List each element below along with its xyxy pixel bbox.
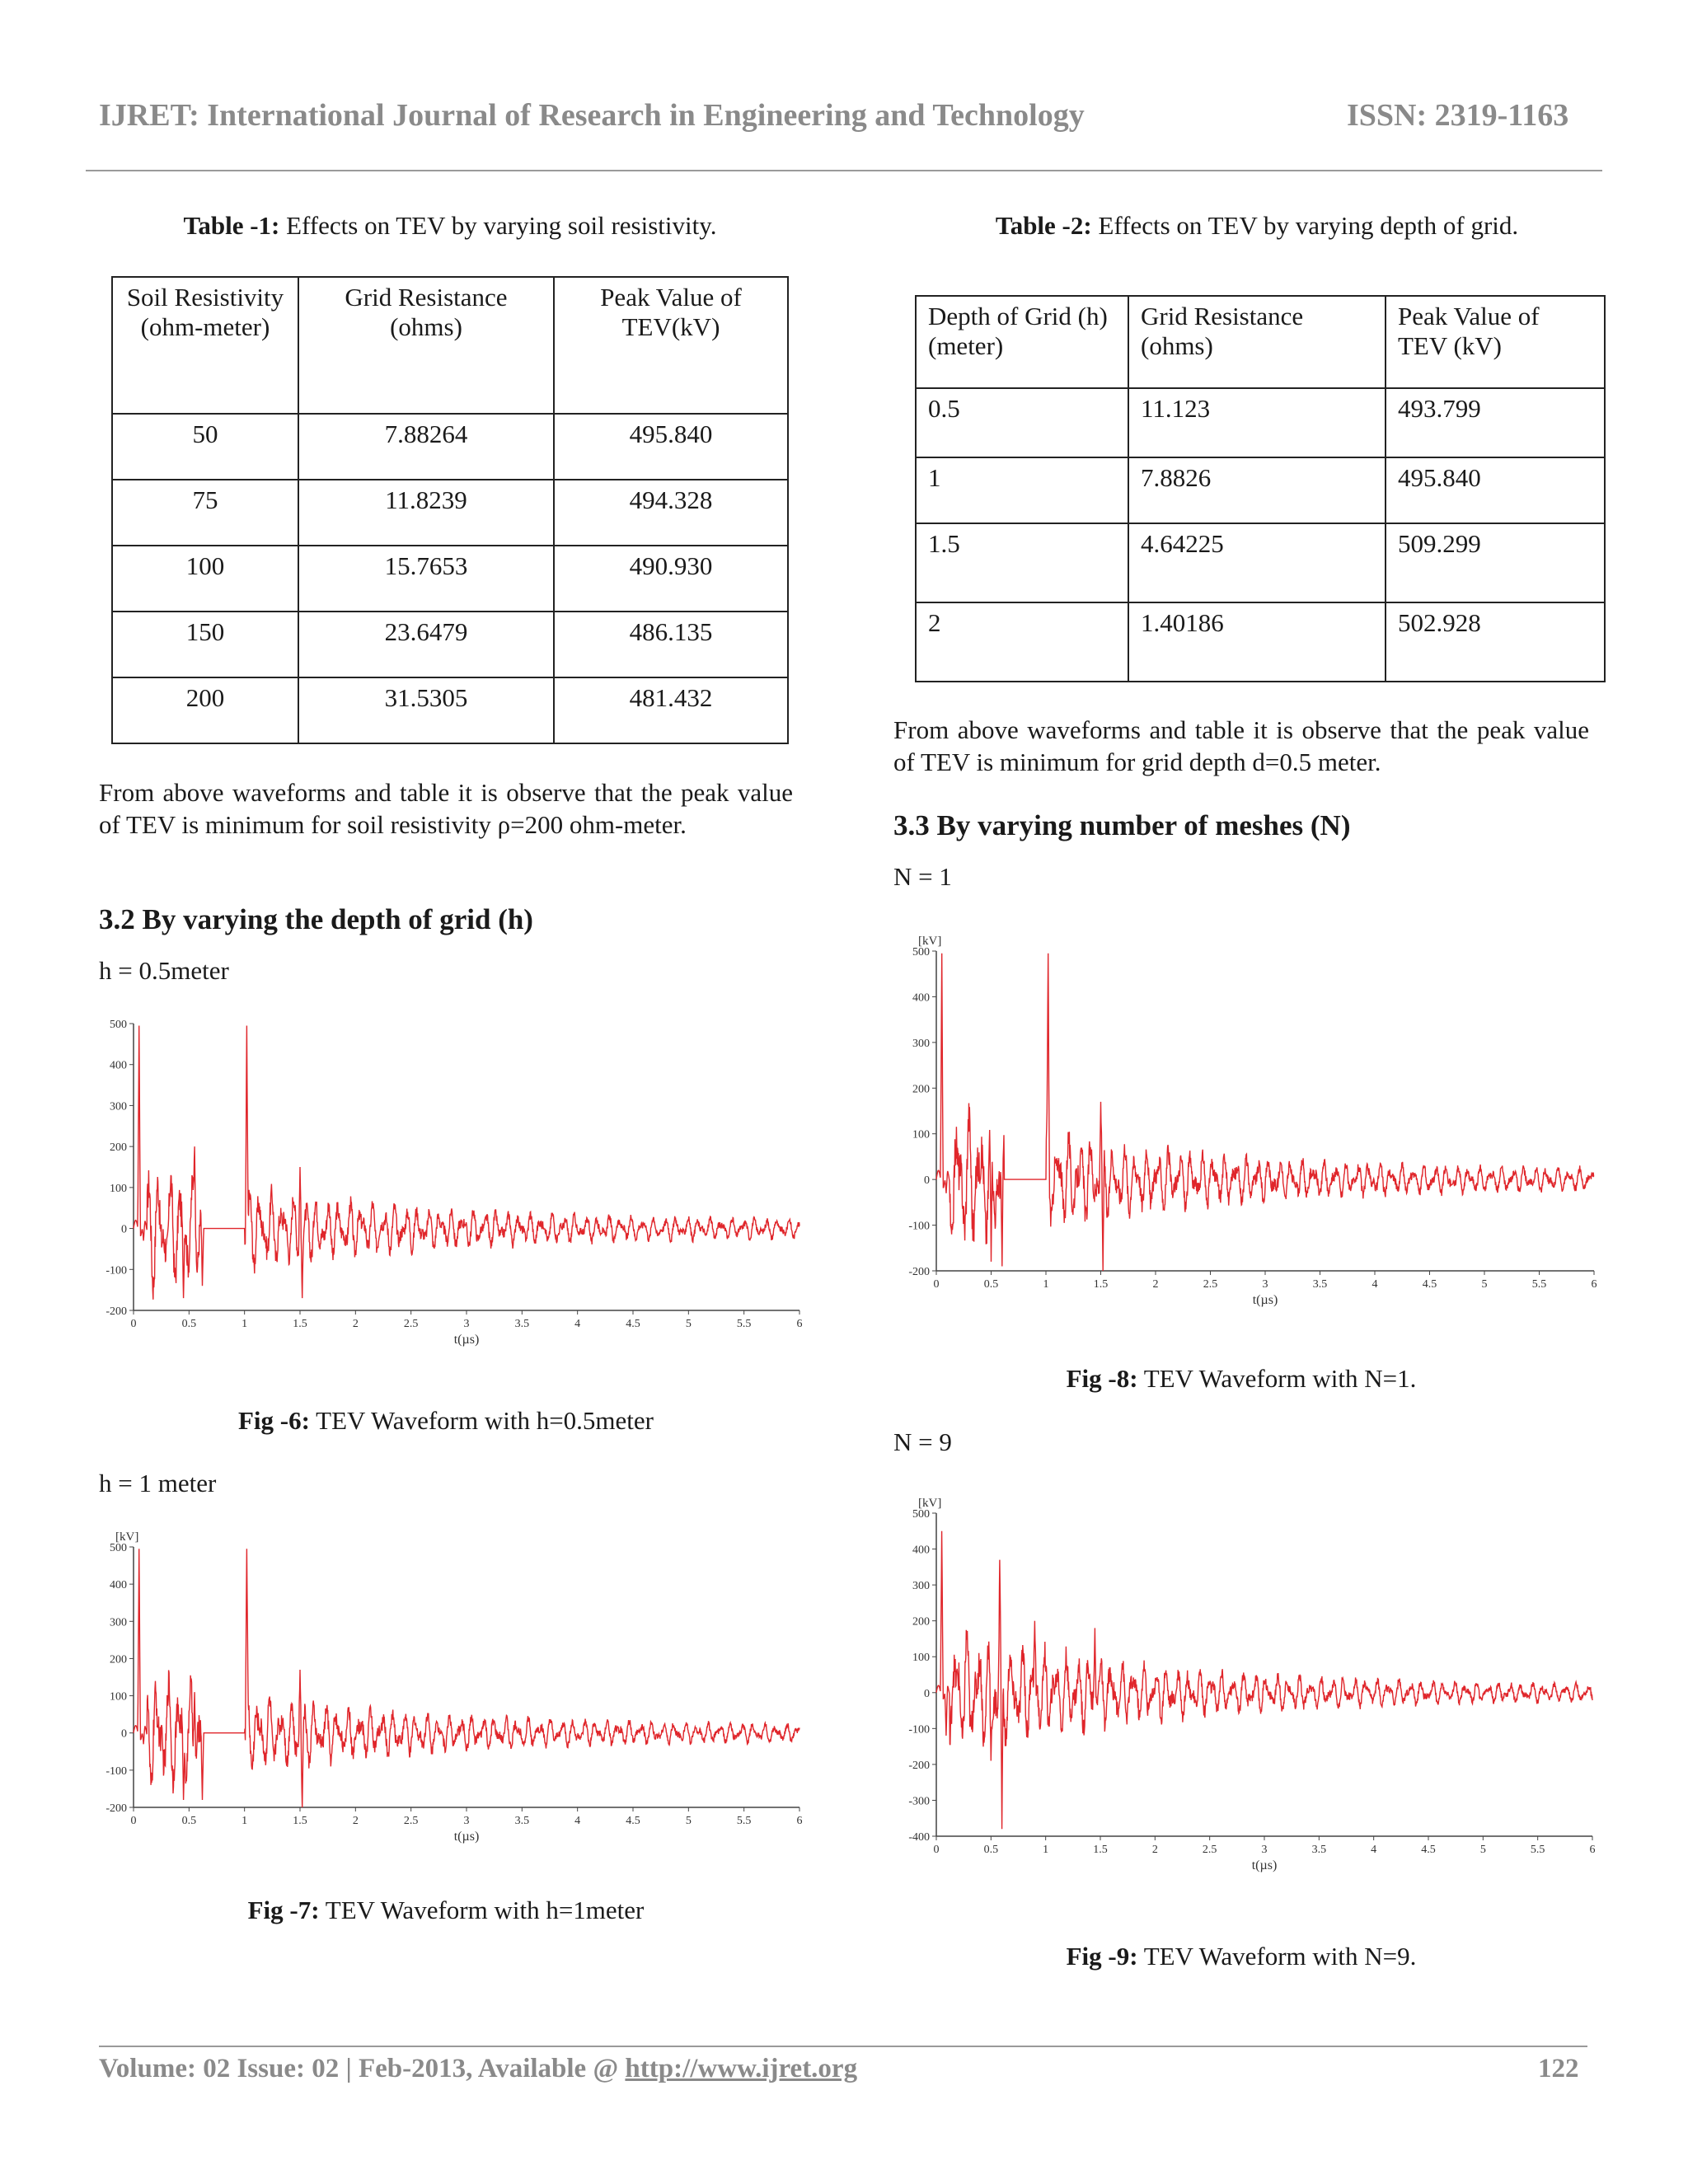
x-tick-label: 1.5 bbox=[293, 1318, 307, 1330]
y-tick-label: 300 bbox=[110, 1100, 127, 1113]
y-tick-label: -200 bbox=[908, 1266, 930, 1278]
y-tick-label: 500 bbox=[110, 1019, 127, 1031]
x-tick-label: 0 bbox=[130, 1318, 137, 1330]
y-tick-label: 200 bbox=[110, 1653, 127, 1666]
x-tick-label: 1.5 bbox=[1093, 1844, 1108, 1856]
x-tick-label: 3 bbox=[463, 1318, 470, 1330]
table-cell: 486.135 bbox=[554, 612, 788, 677]
y-tick-label: -400 bbox=[908, 1831, 930, 1844]
x-tick-label: 6 bbox=[796, 1815, 803, 1827]
x-tick-label: 2.5 bbox=[403, 1318, 419, 1330]
fig6-svg bbox=[82, 1014, 808, 1368]
table-header-cell: Peak Value of TEV(kV) bbox=[554, 277, 788, 414]
table2-caption-bold: Table -2: bbox=[995, 211, 1092, 240]
table-row bbox=[112, 677, 788, 743]
y-tick-label: -300 bbox=[908, 1795, 930, 1808]
table1-caption-bold: Table -1: bbox=[183, 211, 280, 240]
table-row bbox=[916, 523, 1605, 602]
table-header-row bbox=[112, 277, 788, 414]
x-tick-label: 2 bbox=[352, 1815, 359, 1827]
journal-title: IJRET: International Journal of Research in Engineering and Technology bbox=[99, 98, 1085, 133]
fig8-caption bbox=[893, 1364, 1589, 1394]
table-cell: 1 bbox=[916, 457, 1128, 523]
x-tick-label: 0.5 bbox=[983, 1278, 999, 1291]
footer-text bbox=[99, 2054, 857, 2084]
x-tick-label: 5 bbox=[1479, 1844, 1486, 1856]
waveform-series bbox=[134, 1549, 799, 1807]
x-tick-label: 1.5 bbox=[1093, 1278, 1109, 1291]
y-tick-label: -100 bbox=[908, 1220, 930, 1233]
table-cell: 502.928 bbox=[1386, 602, 1605, 682]
table-cell: 509.299 bbox=[1386, 523, 1605, 602]
table-cell: 490.930 bbox=[554, 546, 788, 612]
fig6-caption-bold: Fig -6: bbox=[238, 1406, 310, 1435]
y-tick-label: 500 bbox=[912, 946, 930, 958]
x-tick-label: 0 bbox=[933, 1844, 940, 1856]
table-row bbox=[916, 388, 1605, 457]
footer-volume: Volume: 02 Issue: 02 | Feb-2013, Available @ bbox=[99, 2054, 626, 2083]
x-tick-label: 6 bbox=[796, 1318, 803, 1330]
waveform-series bbox=[134, 1026, 799, 1300]
fig7-svg bbox=[82, 1521, 808, 1867]
table-cell: 7.8826 bbox=[1128, 457, 1386, 523]
table-row bbox=[112, 414, 788, 480]
y-axis-label: [kV] bbox=[115, 1530, 139, 1544]
x-tick-label: 3.5 bbox=[1311, 1844, 1327, 1856]
y-tick-label: 300 bbox=[110, 1616, 127, 1629]
fig9-chart bbox=[885, 1483, 1602, 1912]
table-row bbox=[112, 480, 788, 546]
label-n9: N = 9 bbox=[893, 1427, 952, 1456]
table-cell: 495.840 bbox=[1386, 457, 1605, 523]
section-heading-3-2: 3.2 By varying the depth of grid (h) bbox=[99, 903, 533, 935]
y-tick-label: 100 bbox=[110, 1690, 127, 1704]
y-tick-label: 400 bbox=[110, 1059, 127, 1072]
table-cell: 50 bbox=[112, 414, 298, 480]
x-tick-label: 2.5 bbox=[403, 1815, 419, 1827]
y-tick-label: 400 bbox=[912, 1544, 930, 1557]
table-cell: 100 bbox=[112, 546, 298, 612]
x-tick-label: 5 bbox=[685, 1815, 692, 1827]
table-cell: 200 bbox=[112, 677, 298, 743]
x-tick-label: 2.5 bbox=[1202, 1844, 1217, 1856]
right-paragraph: From above waveforms and table it is observe that the peak value of TEV is minimum for grid depth d=0.5 meter. bbox=[893, 715, 1589, 776]
x-tick-label: 2 bbox=[1152, 1278, 1159, 1291]
left-paragraph: From above waveforms and table it is observe that the peak value of TEV is minimum for soil resistivity ρ=200 ohm-meter. bbox=[99, 778, 793, 839]
table-cell: 0.5 bbox=[916, 388, 1128, 457]
fig8-svg bbox=[885, 921, 1602, 1342]
y-tick-label: 400 bbox=[110, 1579, 127, 1592]
footer-link[interactable]: http://www.ijret.org bbox=[625, 2054, 858, 2083]
x-tick-label: 5 bbox=[1481, 1278, 1488, 1291]
y-tick-label: -200 bbox=[106, 1802, 127, 1815]
x-tick-label: 4.5 bbox=[626, 1318, 640, 1330]
y-tick-label: 100 bbox=[912, 1128, 930, 1141]
table-cell: 495.840 bbox=[554, 414, 788, 480]
section-heading-3-3: 3.3 By varying number of meshes (N) bbox=[893, 809, 1351, 841]
y-tick-label: 0 bbox=[121, 1223, 127, 1236]
fig7-chart bbox=[82, 1521, 808, 1867]
table-cell: 1.40186 bbox=[1128, 602, 1386, 682]
fig6-caption-text: TEV Waveform with h=0.5meter bbox=[309, 1406, 654, 1435]
table-cell: 31.5305 bbox=[298, 677, 554, 743]
table2 bbox=[915, 295, 1606, 682]
y-tick-label: -100 bbox=[106, 1765, 127, 1778]
table-cell: 7.88264 bbox=[298, 414, 554, 480]
y-tick-label: -200 bbox=[106, 1305, 127, 1318]
x-tick-label: 0 bbox=[933, 1278, 940, 1291]
y-tick-label: 0 bbox=[924, 1174, 930, 1188]
fig9-caption-bold: Fig -9: bbox=[1066, 1942, 1138, 1971]
x-tick-label: 0.5 bbox=[181, 1815, 197, 1827]
table-row bbox=[112, 612, 788, 677]
x-tick-label: 0.5 bbox=[983, 1844, 999, 1856]
label-h05: h = 0.5meter bbox=[99, 956, 229, 985]
x-tick-label: 1 bbox=[241, 1318, 248, 1330]
y-tick-label: -100 bbox=[106, 1264, 127, 1277]
x-tick-label: 3.5 bbox=[1312, 1278, 1328, 1291]
x-tick-label: 5.5 bbox=[736, 1318, 752, 1330]
waveform-series bbox=[936, 1531, 1592, 1830]
x-tick-label: 4 bbox=[574, 1318, 581, 1330]
x-tick-label: 1.5 bbox=[293, 1815, 307, 1827]
label-h1: h = 1 meter bbox=[99, 1469, 217, 1497]
x-tick-label: 1 bbox=[1043, 1278, 1049, 1291]
y-axis-label: [kV] bbox=[918, 1497, 942, 1510]
x-tick-label: 5.5 bbox=[1531, 1278, 1547, 1291]
y-tick-label: -100 bbox=[908, 1723, 930, 1736]
y-tick-label: 400 bbox=[912, 991, 930, 1005]
y-tick-label: 300 bbox=[912, 1580, 930, 1593]
x-tick-label: 3 bbox=[1262, 1278, 1268, 1291]
fig6-chart bbox=[82, 1014, 808, 1368]
x-tick-label: 3 bbox=[1261, 1844, 1268, 1856]
x-tick-label: 1 bbox=[1043, 1844, 1049, 1856]
table-cell: 481.432 bbox=[554, 677, 788, 743]
page-number: 122 bbox=[1538, 2054, 1579, 2083]
x-tick-label: 1 bbox=[241, 1815, 248, 1827]
y-tick-label: -200 bbox=[908, 1759, 930, 1772]
x-tick-label: 6 bbox=[1591, 1278, 1597, 1291]
x-tick-label: 5 bbox=[685, 1318, 692, 1330]
table-cell: 11.123 bbox=[1128, 388, 1386, 457]
x-tick-label: 4.5 bbox=[1421, 1844, 1436, 1856]
table-cell: 75 bbox=[112, 480, 298, 546]
x-tick-label: 4 bbox=[574, 1815, 581, 1827]
table2-caption bbox=[915, 211, 1599, 241]
y-axis-label: [kV] bbox=[918, 935, 942, 948]
x-tick-label: 3.5 bbox=[514, 1318, 530, 1330]
table-cell: 23.6479 bbox=[298, 612, 554, 677]
y-tick-label: 0 bbox=[121, 1727, 127, 1741]
y-tick-label: 100 bbox=[912, 1652, 930, 1665]
table-cell: 2 bbox=[916, 602, 1128, 682]
x-tick-label: 2 bbox=[352, 1318, 359, 1330]
table2-caption-text: Effects on TEV by varying depth of grid. bbox=[1091, 211, 1519, 240]
y-tick-label: 0 bbox=[924, 1687, 930, 1700]
x-tick-label: 2.5 bbox=[1203, 1278, 1218, 1291]
fig9-caption-text: TEV Waveform with N=9. bbox=[1137, 1942, 1417, 1971]
y-tick-label: 200 bbox=[912, 1083, 930, 1096]
x-axis-label: t(µs) bbox=[1251, 1858, 1278, 1872]
x-tick-label: 3 bbox=[463, 1815, 470, 1827]
x-tick-label: 4.5 bbox=[1422, 1278, 1437, 1291]
table-header-row bbox=[916, 296, 1605, 388]
y-tick-label: 300 bbox=[912, 1037, 930, 1050]
x-axis-label: t(µs) bbox=[453, 1830, 480, 1844]
table-row bbox=[112, 546, 788, 612]
y-tick-label: 200 bbox=[110, 1141, 127, 1155]
table-header-cell: Peak Value of TEV (kV) bbox=[1386, 296, 1605, 388]
table-row bbox=[916, 602, 1605, 682]
label-n1: N = 1 bbox=[893, 862, 952, 891]
y-tick-label: 500 bbox=[110, 1542, 127, 1554]
table-row bbox=[916, 457, 1605, 523]
table-header-cell: Grid Resistance (ohms) bbox=[1128, 296, 1386, 388]
fig8-chart bbox=[885, 921, 1602, 1342]
fig6-caption bbox=[99, 1406, 793, 1436]
x-tick-label: 5.5 bbox=[1530, 1844, 1545, 1856]
table-cell: 150 bbox=[112, 612, 298, 677]
x-axis-label: t(µs) bbox=[1252, 1293, 1278, 1307]
y-tick-label: 200 bbox=[912, 1615, 930, 1629]
fig9-svg bbox=[885, 1483, 1602, 1912]
issn: ISSN: 2319-1163 bbox=[1347, 98, 1569, 133]
fig7-caption-text: TEV Waveform with h=1meter bbox=[319, 1896, 645, 1924]
fig8-caption-bold: Fig -8: bbox=[1066, 1364, 1138, 1393]
table-cell: 11.8239 bbox=[298, 480, 554, 546]
header-rule bbox=[86, 170, 1602, 171]
x-axis-label: t(µs) bbox=[453, 1333, 480, 1347]
table-cell: 1.5 bbox=[916, 523, 1128, 602]
table1-caption bbox=[112, 211, 788, 241]
x-tick-label: 3.5 bbox=[514, 1815, 530, 1827]
x-tick-label: 4 bbox=[1372, 1278, 1378, 1291]
x-tick-label: 6 bbox=[1589, 1844, 1596, 1856]
table1-caption-text: Effects on TEV by varying soil resistivity. bbox=[279, 211, 717, 240]
x-tick-label: 4.5 bbox=[626, 1815, 640, 1827]
x-tick-label: 4 bbox=[1371, 1844, 1377, 1856]
table-cell: 494.328 bbox=[554, 480, 788, 546]
fig7-caption-bold: Fig -7: bbox=[247, 1896, 320, 1924]
fig9-caption bbox=[893, 1942, 1589, 1971]
table-header-cell: Depth of Grid (h) (meter) bbox=[916, 296, 1128, 388]
fig7-caption bbox=[99, 1896, 793, 1925]
y-tick-label: 500 bbox=[912, 1508, 930, 1521]
waveform-series bbox=[936, 954, 1594, 1271]
x-tick-label: 0.5 bbox=[181, 1318, 197, 1330]
table-cell: 4.64225 bbox=[1128, 523, 1386, 602]
table-header-cell: Soil Resistivity (ohm-meter) bbox=[112, 277, 298, 414]
x-tick-label: 0 bbox=[130, 1815, 137, 1827]
footer-rule bbox=[99, 2046, 1587, 2047]
table-cell: 493.799 bbox=[1386, 388, 1605, 457]
x-tick-label: 5.5 bbox=[736, 1815, 752, 1827]
table-header-cell: Grid Resistance (ohms) bbox=[298, 277, 554, 414]
x-tick-label: 2 bbox=[1151, 1844, 1158, 1856]
table-cell: 15.7653 bbox=[298, 546, 554, 612]
y-tick-label: 100 bbox=[110, 1182, 127, 1195]
table1 bbox=[111, 276, 789, 744]
fig8-caption-text: TEV Waveform with N=1. bbox=[1137, 1364, 1417, 1393]
